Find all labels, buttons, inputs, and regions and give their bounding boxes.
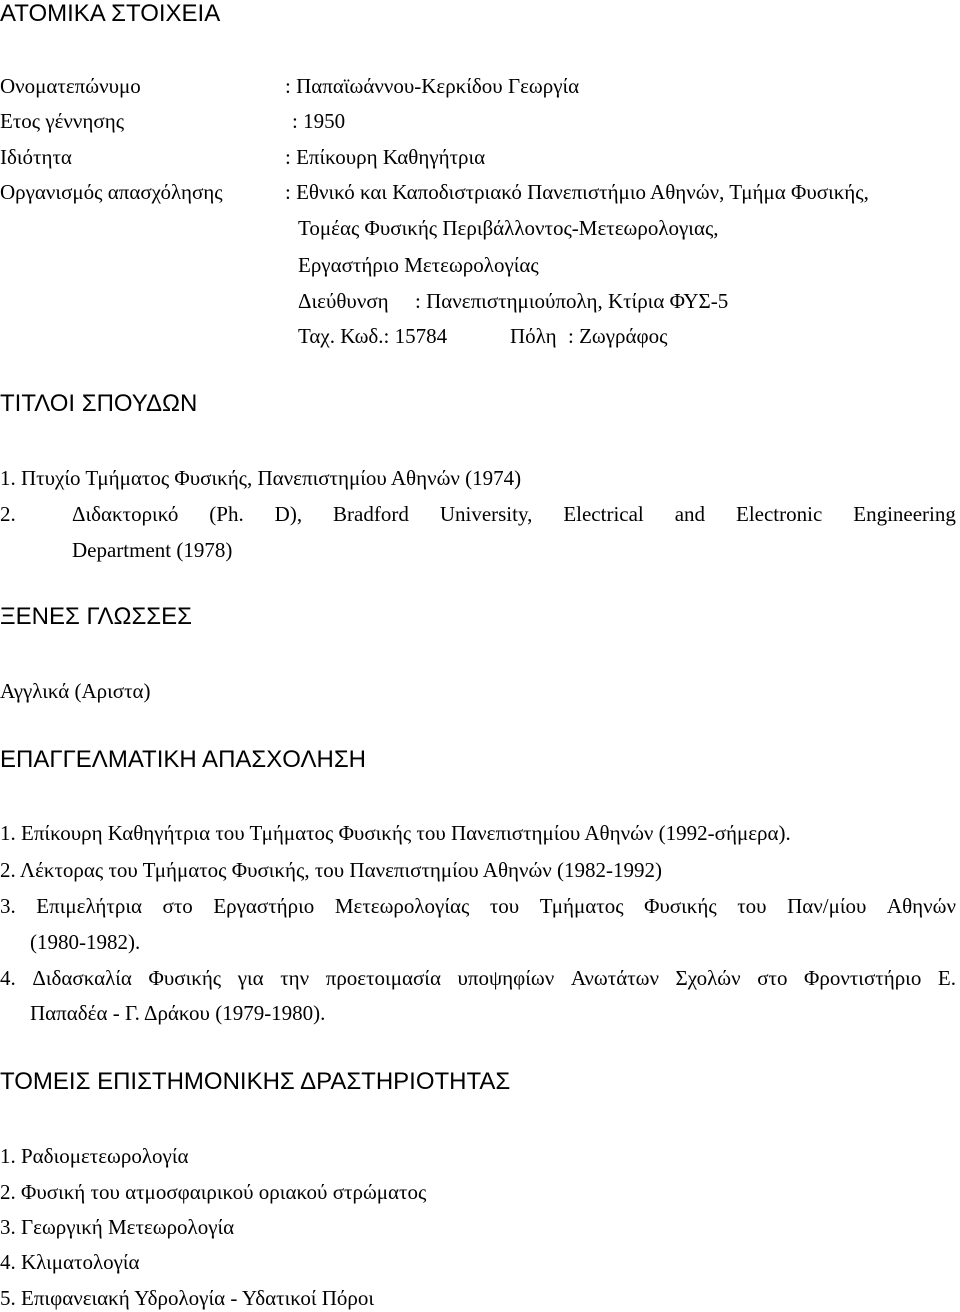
word: Engineering (853, 502, 956, 526)
word: Electrical (563, 502, 644, 526)
role-value: : Επίκουρη Καθηγήτρια (285, 145, 486, 169)
word: Εργαστήριο (213, 894, 315, 918)
page-title: ΑΤΟΜΙΚΑ ΣΤΟΙΧΕΙΑ (0, 0, 221, 27)
research-item-2: 2. Φυσική του ατμοσφαιρικού οριακού στρώματος (0, 1180, 427, 1204)
word: την (280, 966, 310, 990)
word: Electronic (736, 502, 823, 526)
employment-item-1: 1. Επίκουρη Καθηγήτρια του Τμήματος Φυσικής του Πανεπιστημίου Αθηνών (1992-σήμερα). (0, 821, 791, 845)
language-item: Αγγλικά (Αριστα) (0, 679, 151, 703)
address-value: : Πανεπιστημιούπολη, Κτίρια ΦΥΣ-5 (415, 289, 729, 313)
study-item-2-number: 2. (0, 502, 16, 526)
word: 4. (0, 966, 16, 990)
address-label: Διεύθυνση (298, 289, 389, 313)
research-item-4: 4. Κλιματολογία (0, 1250, 140, 1274)
study-item-2-line-1 (72, 502, 956, 526)
research-item-3: 3. Γεωργική Μετεωρολογία (0, 1215, 235, 1239)
study-item-2-line-2: Department (1978) (72, 538, 233, 562)
word: προετοιμασία (325, 966, 441, 990)
org-line-2: Τομέας Φυσικής Περιβάλλοντος-Μετεωρολογιας, (298, 216, 719, 240)
org-value: : Εθνικό και Καποδιστριακό Πανεπιστήμιο Αθηνών, Τμήμα Φυσικής, (285, 180, 869, 204)
employment-item-2: 2. Λέκτορας του Τμήματος Φυσικής, του Πανεπιστημίου Αθηνών (1982-1992) (0, 858, 663, 882)
word: του (489, 894, 520, 918)
word: 3. (0, 894, 16, 918)
word: Ανωτάτων (570, 966, 659, 990)
word: and (674, 502, 706, 526)
word: Ε. (937, 966, 956, 990)
word: Φυσικής (148, 966, 222, 990)
word: Παν/μίου (787, 894, 867, 918)
role-label: Ιδιότητα (0, 145, 72, 169)
research-heading: ΤΟΜΕΙΣ ΕΠΙΣΤΗΜΟΝΙΚΗΣ ΔΡΑΣΤΗΡΙΟΤΗΤΑΣ (0, 1068, 511, 1095)
employment-heading: ΕΠΑΓΓΕΛΜΑΤΙΚΗ ΑΠΑΣΧΟΛΗΣΗ (0, 746, 367, 773)
city-value: : Ζωγράφος (568, 324, 668, 348)
languages-heading: ΞΕΝΕΣ ΓΛΩΣΣΕΣ (0, 603, 192, 630)
word: (Ph. (209, 502, 244, 526)
research-item-5: 5. Επιφανειακή Υδρολογία - Υδατικοί Πόροι (0, 1286, 375, 1310)
postal-code: Ταχ. Κωδ.: 15784 (298, 324, 448, 348)
word: υποψηφίων (457, 966, 555, 990)
birth-label: Ετος γέννησης (0, 109, 125, 133)
employment-item-4-line-1 (0, 966, 956, 990)
org-line-3: Εργαστήριο Μετεωρολογίας (298, 253, 539, 277)
word: University, (439, 502, 533, 526)
word: Διδακτορικό (72, 502, 179, 526)
word: για (237, 966, 264, 990)
studies-heading: ΤΙΤΛΟΙ ΣΠΟΥΔΩΝ (0, 390, 198, 417)
org-label: Οργανισμός απασχόλησης (0, 180, 223, 204)
word: Φυσικής (644, 894, 717, 918)
study-item-1: 1. Πτυχίο Τμήματος Φυσικής, Πανεπιστημίου Αθηνών (1974) (0, 466, 522, 490)
name-label: Ονοματεπώνυμο (0, 74, 141, 98)
employment-item-3-line-2: (1980-1982). (30, 930, 141, 954)
word: Επιμελήτρια (36, 894, 142, 918)
city-label: Πόλη (510, 324, 557, 348)
word: Φροντιστήριο (804, 966, 922, 990)
word: στο (757, 966, 788, 990)
word: του (737, 894, 767, 918)
word: Αθηνών (886, 894, 956, 918)
employment-item-3-line-1 (0, 894, 956, 918)
word: στο (162, 894, 193, 918)
word: Bradford (333, 502, 409, 526)
name-value: : Παπαϊωάννου-Κερκίδου Γεωργία (285, 74, 580, 98)
employment-item-4-line-2: Παπαδέα - Γ. Δράκου (1979-1980). (30, 1001, 326, 1025)
word: D), (274, 502, 303, 526)
birth-value: : 1950 (292, 109, 346, 133)
research-item-1: 1. Ραδιομετεωρολογία (0, 1144, 189, 1168)
word: Σχολών (675, 966, 741, 990)
word: Διδασκαλία (32, 966, 132, 990)
word: Τμήματος (539, 894, 624, 918)
word: Μετεωρολογίας (334, 894, 470, 918)
